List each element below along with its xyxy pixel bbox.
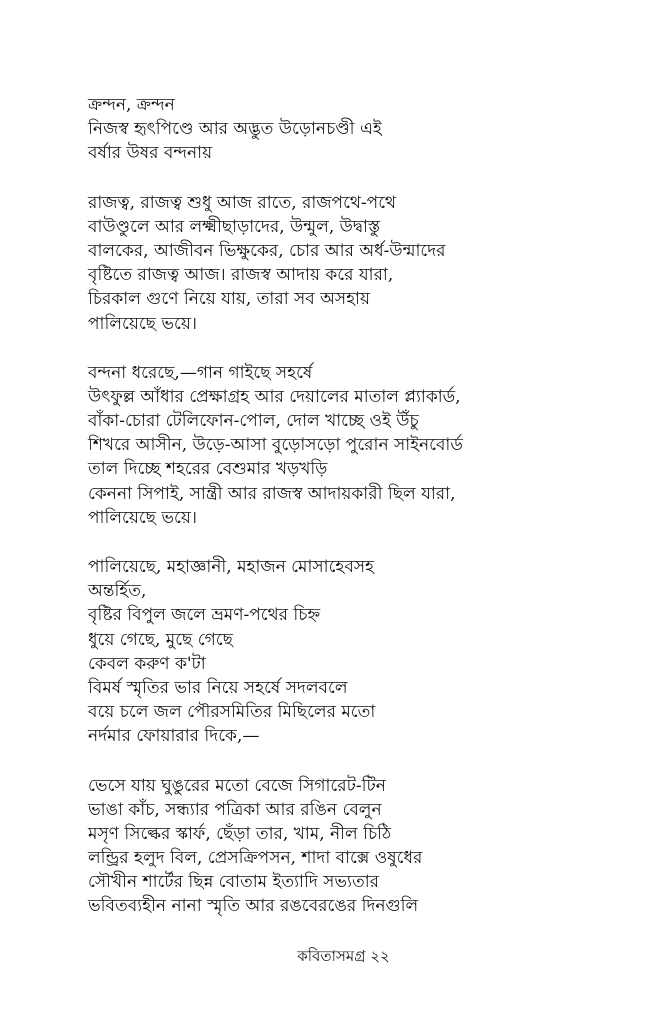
poem-line: বালকের, আজীবন ভিক্ষুকের, চোর আর অর্ধ-উন্মাদের: [88, 240, 446, 261]
poem-line: পালিয়েছে ভয়ে।: [88, 313, 197, 334]
stanza-1: [88, 93, 608, 166]
poem-line: ধুয়ে গেছে, মুছে গেছে: [88, 629, 233, 650]
poem-line: পালিয়েছে ভয়ে।: [88, 507, 197, 528]
poem-line: চিরকাল গুণে নিয়ে যায়, তারা সব অসহায়: [88, 289, 370, 310]
poem-line: বিমর্ষ স্মৃতির ভার নিয়ে সহর্ষে সদলবলে: [88, 677, 348, 698]
poem-line: পালিয়েছে, মহাজ্ঞানী, মহাজন মোসাহেবসহ: [88, 557, 374, 577]
poem-line: বর্ষার উষর বন্দনায়: [88, 143, 213, 164]
poem-line: বয়ে চলে জল পৌরসমিতির মিছিলের মতো: [88, 702, 376, 723]
poem-line: ভেসে যায় ঘুঙুরের মতো বেজে সিগারেট-টিন: [88, 775, 386, 796]
stanza-3: [88, 361, 608, 530]
poem-line: বাউণ্ডুলে আর লক্ষ্মীছাড়াদের, উন্মুল, উদ্বাস্তু: [88, 216, 381, 237]
poem-line: অন্তর্হিত,: [88, 581, 147, 602]
poem-line: নর্দমার ফোয়ারার দিকে,—: [88, 726, 260, 747]
poem-line: তাল দিচ্ছে শহরের বেশুমার খড়খড়ি: [88, 459, 328, 480]
poem-line: কেবল করুণ ক'টা: [88, 653, 206, 674]
poem-line: বৃষ্টিতে রাজত্ব আজ। রাজস্ব আদায় করে যারা,: [88, 265, 394, 286]
stanza-2: [88, 191, 608, 336]
poem-line: বন্দনা ধরেছে,—গান গাইছে সহর্ষে: [88, 362, 313, 383]
page-footer: কবিতাসমগ্র ২২: [297, 947, 390, 965]
poem-line: লন্ড্রির হলুদ বিল, প্রেসক্রিপসন, শাদা বাক্সে ওষুধের: [88, 848, 423, 869]
poem-line: উৎফুল্ল আঁধার প্রেক্ষাগ্রহ আর দেয়ালের মাতাল প্ল্যাকার্ড,: [88, 386, 461, 407]
poem-body: [88, 93, 608, 944]
poem-line: বাঁকা-চোরা টেলিফোন-পোল, দোল খাচ্ছে ওই উঁচু: [88, 411, 419, 432]
poem-line: ভাঙা কাঁচ, সন্ধ্যার পত্রিকা আর রঙিন বেলুন: [88, 799, 382, 820]
poem-line: বৃষ্টির বিপুল জলে ভ্রমণ-পথের চিহ্ন: [88, 605, 321, 626]
poem-line: মসৃণ সিল্কের স্কার্ফ, ছেঁড়া তার, খাম, নীল চিঠি: [88, 823, 392, 844]
stanza-5: [88, 774, 608, 919]
poem-line: কেননা সিপাই, সান্ত্রী আর রাজস্ব আদায়কারী ছিল যারা,: [88, 483, 456, 504]
poem-line: নিজস্ব হৃৎপিণ্ডে আর অদ্ভুত উড়োনচণ্ডী এই: [88, 119, 382, 140]
poem-line: ভবিতব্যহীন নানা স্মৃতি আর রঙবেরঙের দিনগুলি: [88, 896, 419, 917]
poem-line: রাজত্ব, রাজত্ব শুধু আজ রাতে, রাজপথে-পথে: [88, 192, 397, 213]
poem-line: ক্রন্দন, ক্রন্দন: [88, 95, 175, 115]
poem-line: শিখরে আসীন, উড়ে-আসা বুড়োসড়ো পুরোন সাইনবোর্ড: [88, 435, 463, 456]
stanza-4: [88, 555, 608, 749]
poem-line: সৌখীন শার্টের ছিন্ন বোতাম ইত্যাদি সভ্যতার: [88, 872, 380, 893]
